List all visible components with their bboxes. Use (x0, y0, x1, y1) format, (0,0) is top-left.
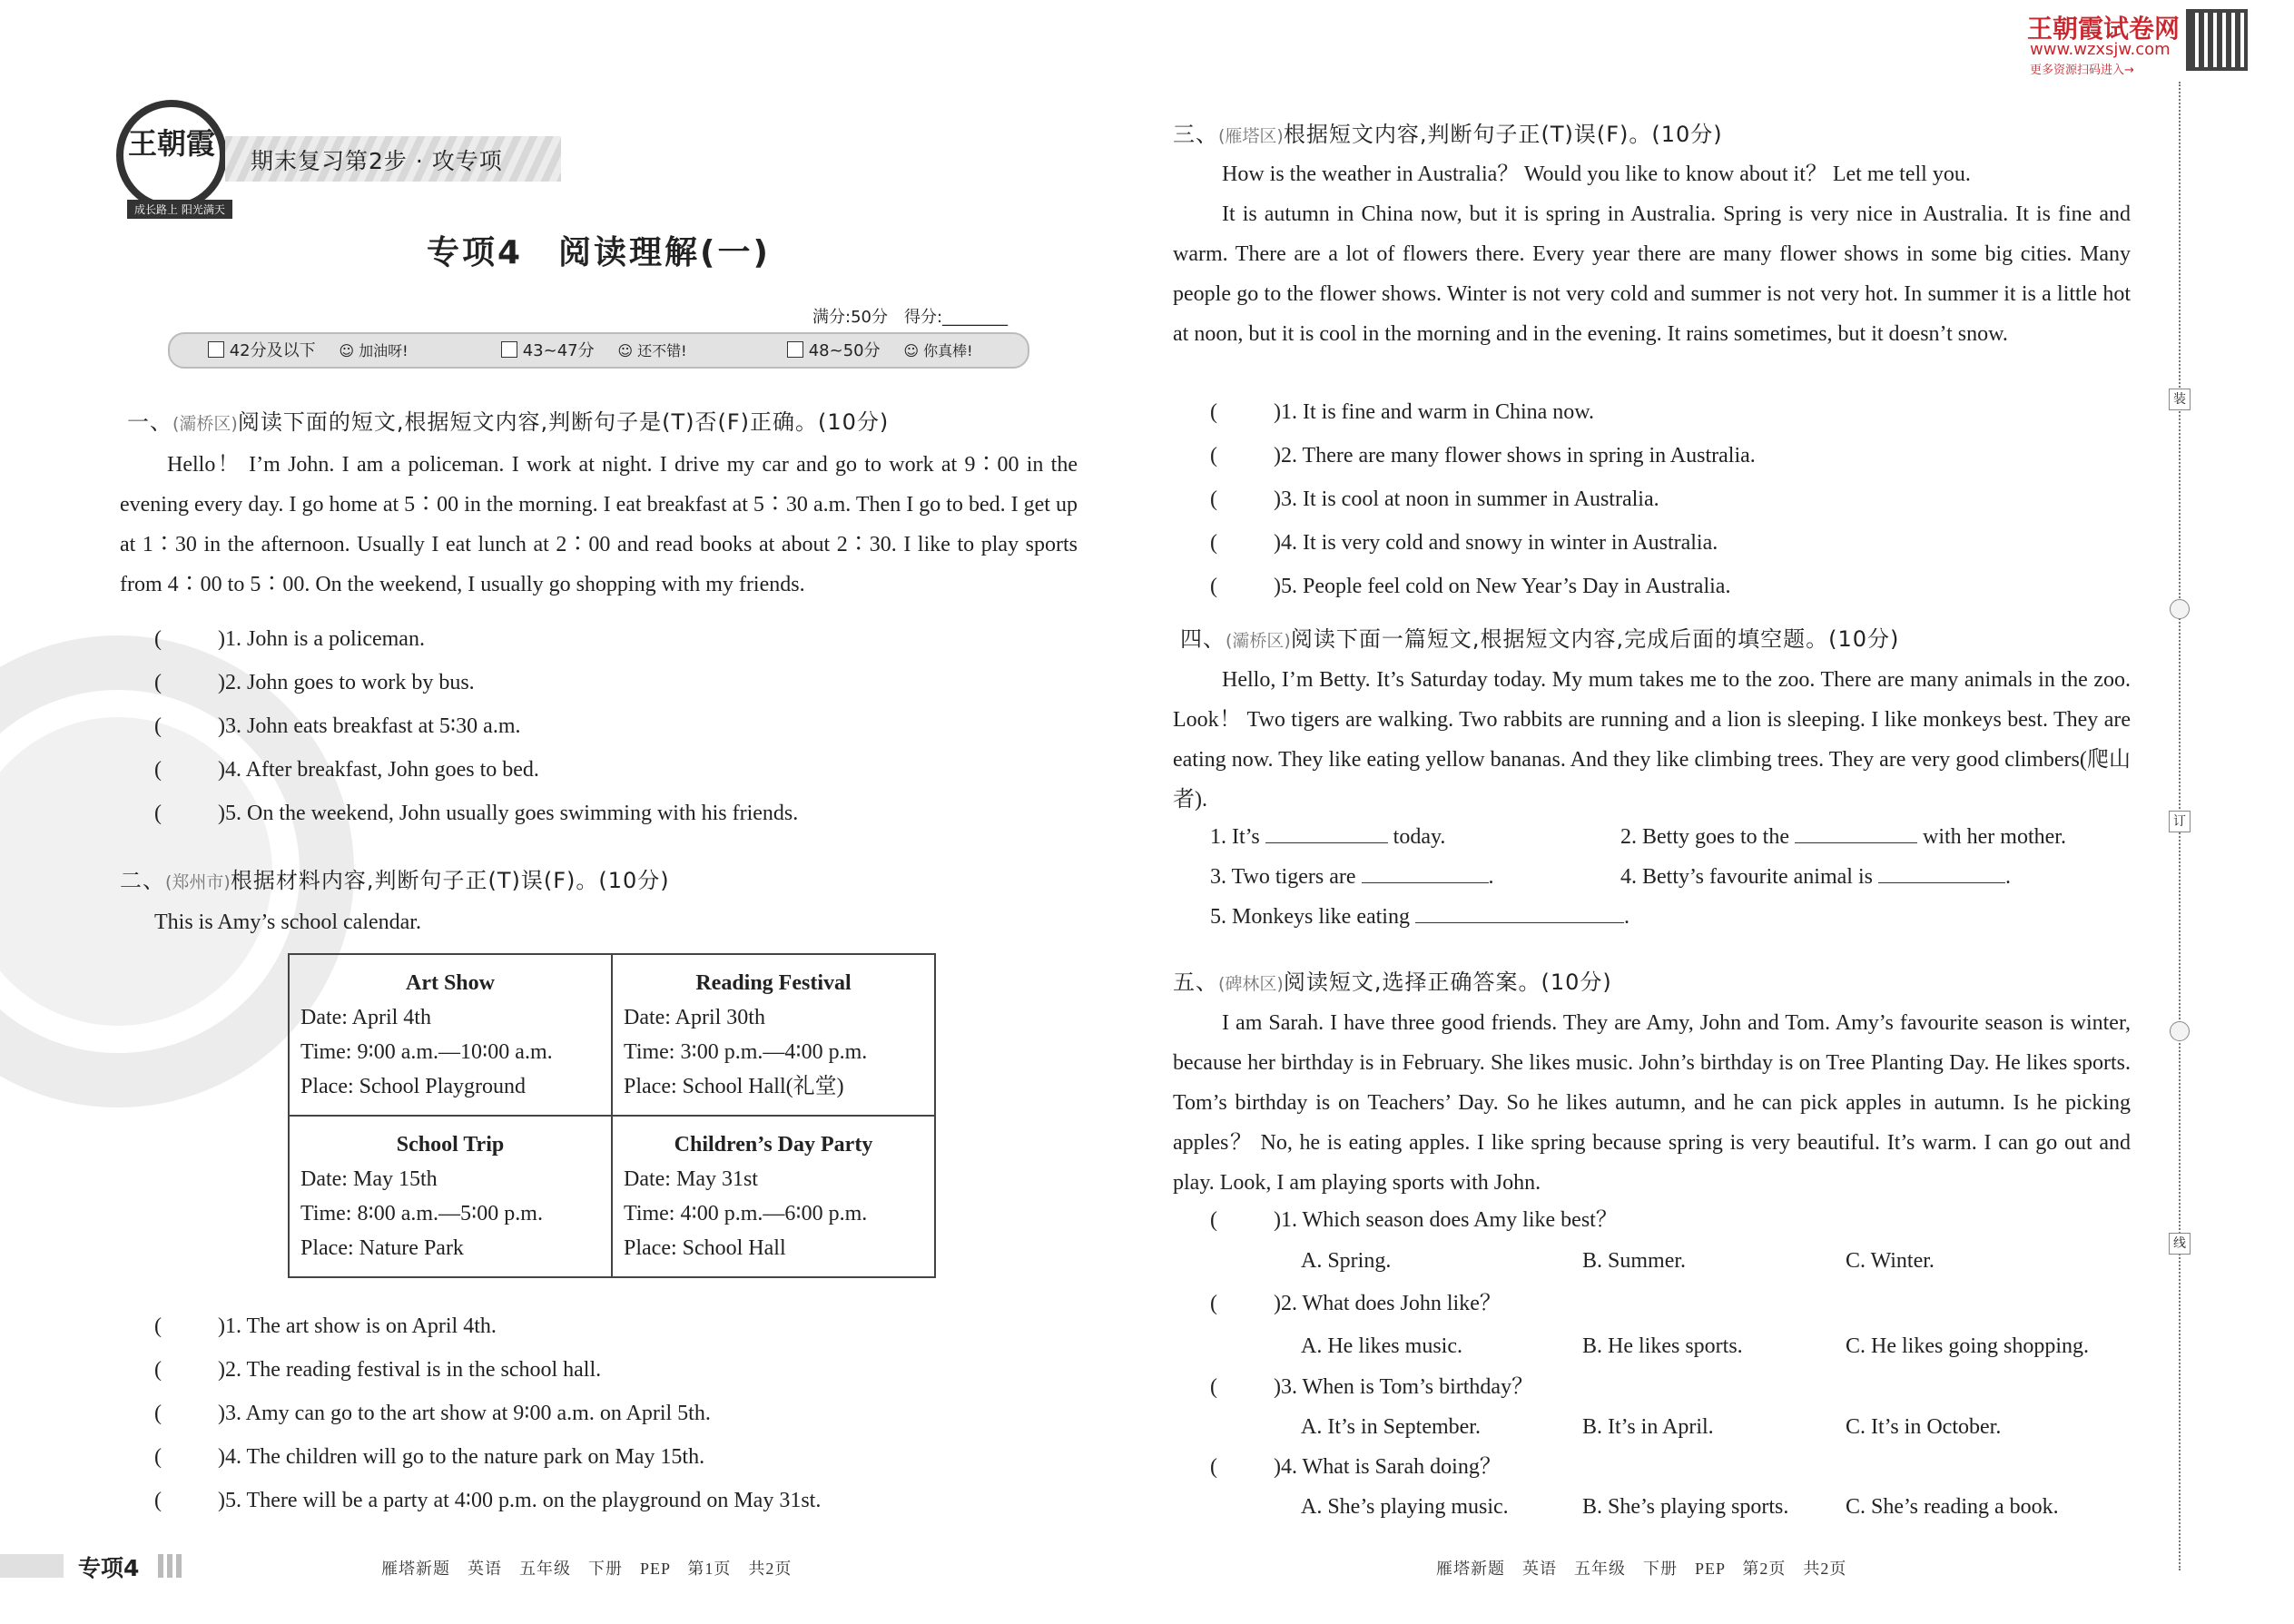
answer-options (1210, 1325, 2163, 1367)
option-b[interactable]: B. Summer. (1582, 1249, 1687, 1273)
rating-label: 48~50分 (808, 341, 881, 360)
school-calendar (288, 953, 936, 1278)
option-b[interactable]: B. She’s playing sports. (1582, 1495, 1789, 1519)
rating-comment: 加油呀! (359, 342, 409, 359)
binding-mark: 装 (2169, 389, 2191, 410)
rating-bar (168, 332, 1029, 369)
list-item: ( )4. After breakfast, John goes to bed. (154, 758, 539, 782)
list-item: ( )5. There will be a party at 4∶00 p.m. on the playground on May 31st. (154, 1489, 822, 1512)
section-5-heading: 五、(碑林区)阅读短文,选择正确答案。(10分) (1173, 969, 1612, 995)
list-item: ( )5. On the weekend, John usually goes swimming with his friends. (154, 802, 799, 825)
rating-comment: 你真棒! (923, 342, 973, 359)
rating-label: 42分及以下 (229, 341, 316, 360)
section-2-heading: 二、(郑州市)根据材料内容,判断句子正(T)误(F)。(10分) (120, 868, 670, 893)
option-b[interactable]: B. It’s in April. (1582, 1415, 1714, 1439)
calendar-cell: Reading Festival Date: April 30th Time: 3∶00 p.m.—4∶00 p.m. Place: School Hall(礼堂) (612, 954, 935, 1116)
rating-comment: 还不错! (637, 342, 687, 359)
option-a[interactable]: A. She’s playing music. (1301, 1495, 1509, 1519)
list-item: ( )4. The children will go to the nature park on May 15th. (154, 1445, 705, 1469)
list-item: ( )2. What does John like？ (1210, 1292, 1501, 1315)
list-item: ( )1. John is a policeman. (154, 627, 425, 651)
section-1-passage: Hello！ I’m John. I am a policeman. I work at night. I drive my car and go to work at 9∶00 in the evening every day. I go home at 5∶00 in the morning. I eat breakfast at 5∶30 a.m. Then I go to bed. I get up at 1∶30 in the afternoon. Usually I eat lunch at 2∶00 and read books at about 2∶30. I like to play sports from 4∶00 to 5∶00. On the weekend, I usually go shopping with my friends. (120, 453, 1078, 596)
answer-options (1210, 1240, 2163, 1282)
checkbox-icon[interactable] (208, 341, 224, 358)
score-line: 满分:50分 得分:________ (812, 308, 1009, 327)
binding-mark: 线 (2169, 1233, 2191, 1255)
option-c[interactable]: C. Winter. (1846, 1249, 1935, 1273)
calendar-cell: School Trip Date: May 15th Time: 8∶00 a.m.—5∶00 p.m. Place: Nature Park (289, 1116, 612, 1277)
checkbox-icon[interactable] (787, 341, 803, 358)
section-3-passage-intro: How is the weather in Australia？ Would you like to know about it？ Let me tell you. (1222, 162, 1971, 186)
fill-blank-3: 3. Two tigers are . (1210, 857, 1494, 897)
option-c[interactable]: C. It’s in October. (1846, 1415, 2002, 1439)
section-2-questions (154, 1304, 821, 1522)
binding-hole-icon (2170, 1021, 2190, 1041)
section-4-heading: 四、(灞桥区)阅读下面一篇短文,根据短文内容,完成后面的填空题。(10分) (1180, 626, 1900, 652)
option-c[interactable]: C. He likes going shopping. (1846, 1334, 2089, 1358)
list-item: ( )4. It is very cold and snowy in winter in Australia. (1210, 531, 1718, 555)
answer-blank[interactable] (1415, 901, 1624, 923)
brand-badge: 成长路上 阳光满天 (127, 200, 232, 219)
banner-text: 期末复习第2步 · 攻专项 (251, 148, 503, 174)
section-1-heading: 一、(灞桥区)阅读下面的短文,根据短文内容,判断句子是(T)否(F)正确。(10分) (127, 409, 890, 435)
section-5-questions (1210, 1200, 2163, 1527)
rating-option-3[interactable]: 48~50分 ☺ 你真棒! (787, 338, 973, 361)
option-b[interactable]: B. He likes sports. (1582, 1334, 1743, 1358)
calendar-cell: Children’s Day Party Date: May 31st Time: 4∶00 p.m.—6∶00 p.m. Place: School Hall (612, 1116, 935, 1277)
answer-options (1210, 1487, 2163, 1527)
fill-blank-1: 1. It’s today. (1210, 817, 1445, 857)
answer-blank[interactable] (1265, 821, 1388, 843)
list-item: ( )2. John goes to work by bus. (154, 671, 475, 694)
list-item: ( )4. What is Sarah doing？ (1210, 1455, 1501, 1479)
list-item: ( )1. Which season does Amy like best？ (1210, 1208, 1618, 1232)
option-a[interactable]: A. It’s in September. (1301, 1415, 1481, 1439)
watermark-more: 更多资源扫码进入→ (2030, 64, 2134, 77)
section-3-passage: It is autumn in China now, but it is spring in Australia. Spring is very nice in Australia. It is fine and warm. There are a lot of flowers there. Every year there are many flower shows in some big cities. Many people go to the flower shows. Winter is not very cold and summer is not very hot. In summer it is a little hot at noon, but it is cool in the morning and in the evening. It rains sometimes, but it doesn’t snow. (1173, 202, 2131, 346)
section-1-questions (154, 617, 798, 835)
fill-blank-4: 4. Betty’s favourite animal is . (1620, 857, 2011, 897)
answer-blank[interactable] (1795, 821, 1917, 843)
list-item: ( )1. It is fine and warm in China now. (1210, 400, 1595, 424)
footer-dots (158, 1554, 183, 1578)
brand-logo (116, 100, 227, 211)
list-item: ( )3. Amy can go to the art show at 9∶00 a.m. on April 5th. (154, 1402, 711, 1425)
answer-blank[interactable] (1362, 861, 1489, 883)
footer-left: 雁塔新题 英语 五年级 下册 PEP 第1页 共2页 (381, 1560, 793, 1578)
option-c[interactable]: C. She’s reading a book. (1846, 1495, 2059, 1519)
list-item: ( )2. There are many flower shows in spring in Australia. (1210, 444, 1756, 468)
binding-mark: 订 (2169, 811, 2191, 832)
option-a[interactable]: A. He likes music. (1301, 1334, 1462, 1358)
rating-label: 43~47分 (522, 341, 595, 360)
answer-blank[interactable] (1878, 861, 2005, 883)
list-item: ( )5. People feel cold on New Year’s Day in Australia. (1210, 575, 1731, 598)
fill-blank-2: 2. Betty goes to the with her mother. (1620, 817, 2066, 857)
binding-hole-icon (2170, 599, 2190, 619)
section-4-passage: Hello, I’m Betty. It’s Saturday today. My mum takes me to the zoo. There are many animals in the zoo. Look！ Two tigers are walking. Two rabbits are running and a lion is sleeping. I like monkeys best. They are eating now. They like eating yellow bananas. And they like climbing trees. They are very good climbers(爬山者). (1173, 668, 2131, 812)
section-2-intro: This is Amy’s school calendar. (154, 910, 421, 934)
footer-bar (0, 1554, 64, 1578)
qr-code-icon[interactable] (2186, 9, 2248, 71)
list-item: ( )3. John eats breakfast at 5∶30 a.m. (154, 714, 521, 738)
footer-tag: 专项4 (78, 1555, 140, 1581)
answer-options (1210, 1407, 2163, 1447)
option-a[interactable]: A. Spring. (1301, 1249, 1392, 1273)
list-item: ( )3. It is cool at noon in summer in Australia. (1210, 487, 1659, 511)
calendar-cell: Art Show Date: April 4th Time: 9∶00 a.m.—10∶00 a.m. Place: School Playground (289, 954, 612, 1116)
watermark-url: www.wzxsjw.com (2030, 40, 2171, 59)
fill-blank-5: 5. Monkeys like eating . (1210, 897, 1629, 937)
section-3-questions (1210, 390, 1756, 608)
list-item: ( )2. The reading festival is in the school hall. (154, 1358, 602, 1382)
list-item: ( )3. When is Tom’s birthday？ (1210, 1375, 1534, 1399)
rating-option-2[interactable]: 43~47分 ☺ 还不错! (501, 338, 687, 361)
section-3-heading: 三、(雁塔区)根据短文内容,判断句子正(T)误(F)。(10分) (1173, 122, 1723, 147)
rating-option-1[interactable]: 42分及以下 ☺ 加油呀! (208, 338, 409, 361)
checkbox-icon[interactable] (501, 341, 517, 358)
brand-name: 王朝霞 (127, 126, 215, 161)
watermark-site: 王朝霞试卷网 (2027, 14, 2181, 44)
page-title: 专项4 阅读理解(一) (427, 234, 771, 271)
footer-right: 雁塔新题 英语 五年级 下册 PEP 第2页 共2页 (1436, 1560, 1847, 1578)
section-5-passage: I am Sarah. I have three good friends. They are Amy, John and Tom. Amy’s favourite season is winter, because her birthday is in February. She likes music. John’s birthday is on Tree Planting Day. He likes sports. Tom’s birthday is on Teachers’ Day. So he likes autumn, and he can pick apples in autumn. Is he picking apples？ No, he is eating apples. I like spring because spring is very beautiful. It’s warm. I can go out and play. Look, I am playing sports with John. (1173, 1011, 2131, 1195)
list-item: ( )1. The art show is on April 4th. (154, 1314, 497, 1338)
